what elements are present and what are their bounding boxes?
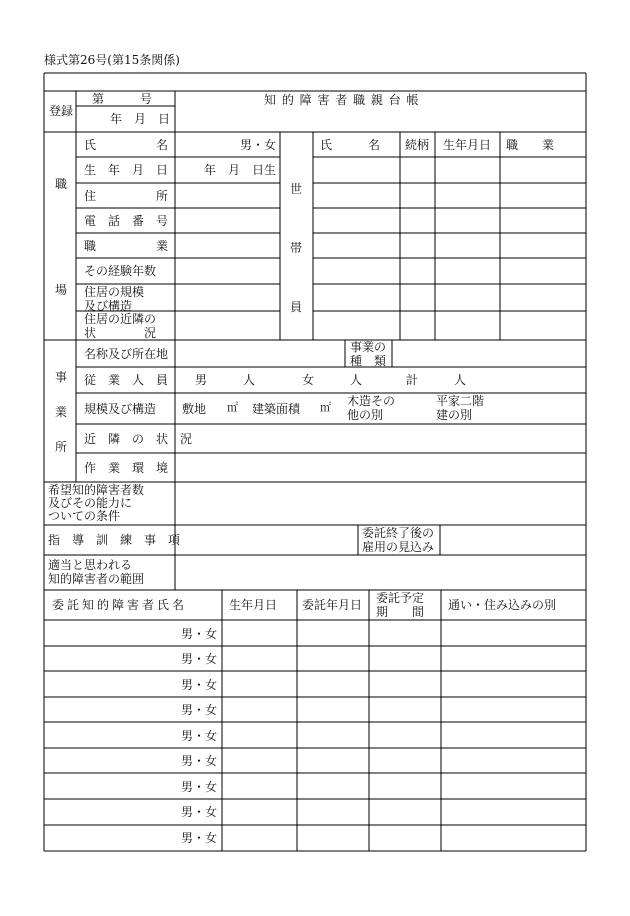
business-employees-male: 男 人 bbox=[195, 373, 256, 387]
household-label-1: 世 bbox=[290, 182, 303, 196]
workplace-dwelling-neighborhood-label: 住居の近隣の 状 況 bbox=[84, 312, 157, 340]
registration-label: 登録 bbox=[49, 104, 74, 118]
workplace-section-label-bottom: 場 bbox=[55, 283, 68, 297]
business-scale-label: 規模及び構造 bbox=[84, 402, 157, 416]
placement-row-gender: 男・女 bbox=[181, 805, 218, 819]
registration-number-label: 第 号 bbox=[92, 92, 153, 106]
appropriate-scope-label: 適当と思われる 知的障害者の範囲 bbox=[48, 558, 145, 586]
workplace-birthdate-field: 年 月 日生 bbox=[204, 163, 277, 177]
placement-header-commute: 通い・住み込みの別 bbox=[448, 598, 557, 612]
workplace-address-label: 住 所 bbox=[84, 189, 169, 203]
business-section-label-3: 所 bbox=[55, 440, 68, 454]
business-site-label: 敷地 bbox=[182, 402, 207, 416]
placement-row-gender: 男・女 bbox=[181, 678, 218, 692]
placement-row-gender: 男・女 bbox=[181, 703, 218, 717]
business-employees-total: 計 人 bbox=[406, 373, 467, 387]
training-items-label: 指 導 訓 練 事 項 bbox=[48, 533, 181, 547]
business-neighborhood-label: 近 隣 の 状 況 bbox=[84, 432, 193, 446]
household-label-2: 帯 bbox=[290, 241, 303, 255]
placement-row-gender: 男・女 bbox=[181, 780, 218, 794]
workplace-dwelling-scale-label: 住居の規模 及び構造 bbox=[84, 285, 145, 313]
workplace-birthdate-label: 生 年 月 日 bbox=[84, 163, 169, 177]
business-single-story-label: 平家二階 建の別 bbox=[436, 394, 485, 422]
household-header-relation: 続柄 bbox=[405, 138, 430, 152]
page-title: 知 的 障 害 者 職 親 台 帳 bbox=[264, 93, 420, 107]
placement-header-period: 委託予定 期 間 bbox=[376, 591, 425, 619]
business-type-label: 事業の 種 類 bbox=[350, 340, 387, 368]
business-wooden-label: 木造その 他の別 bbox=[347, 394, 396, 422]
employment-outlook-label: 委託終了後の 雇用の見込み bbox=[362, 526, 435, 554]
business-building-sqm-unit: ㎡ bbox=[320, 401, 331, 414]
business-name-location-label: 名称及び所在地 bbox=[84, 347, 169, 361]
business-environment-label: 作 業 環 境 bbox=[84, 461, 169, 475]
business-employees-label: 従 業 人 員 bbox=[84, 373, 169, 387]
workplace-gender-field: 男・女 bbox=[240, 138, 277, 152]
household-label-3: 員 bbox=[290, 300, 303, 314]
business-site-sqm-unit: ㎡ bbox=[227, 401, 238, 414]
placement-row-gender: 男・女 bbox=[181, 729, 218, 743]
form-number-label: 様式第26号(第15条関係) bbox=[44, 53, 180, 67]
placement-row-gender: 男・女 bbox=[181, 754, 218, 768]
desired-count-label: 希望知的障害者数 及びその能力に ついての条件 bbox=[48, 483, 145, 523]
workplace-occupation-label: 職 業 bbox=[84, 239, 169, 253]
business-section-label-2: 業 bbox=[55, 405, 68, 419]
workplace-phone-label: 電 話 番 号 bbox=[84, 214, 169, 228]
household-header-birthdate: 生年月日 bbox=[443, 138, 492, 152]
business-building-area-label: 建築面積 bbox=[252, 402, 301, 416]
household-header-name: 氏 名 bbox=[320, 138, 381, 152]
workplace-name-label: 氏 名 bbox=[84, 138, 169, 152]
business-employees-female: 女 人 bbox=[302, 373, 363, 387]
placement-row-gender: 男・女 bbox=[181, 627, 218, 641]
household-header-occupation: 職 業 bbox=[506, 138, 555, 152]
workplace-section-label-top: 職 bbox=[55, 177, 68, 191]
placement-header-placement-date: 委託年月日 bbox=[302, 598, 363, 612]
placement-header-name: 委託知的障害者氏名 bbox=[52, 598, 188, 612]
business-section-label-1: 事 bbox=[55, 370, 68, 384]
registration-date-label: 年 月 日 bbox=[110, 112, 171, 126]
workplace-experience-label: その経験年数 bbox=[84, 264, 157, 278]
placement-row-gender: 男・女 bbox=[181, 831, 218, 845]
placement-row-gender: 男・女 bbox=[181, 652, 218, 666]
placement-header-birthdate: 生年月日 bbox=[229, 598, 278, 612]
